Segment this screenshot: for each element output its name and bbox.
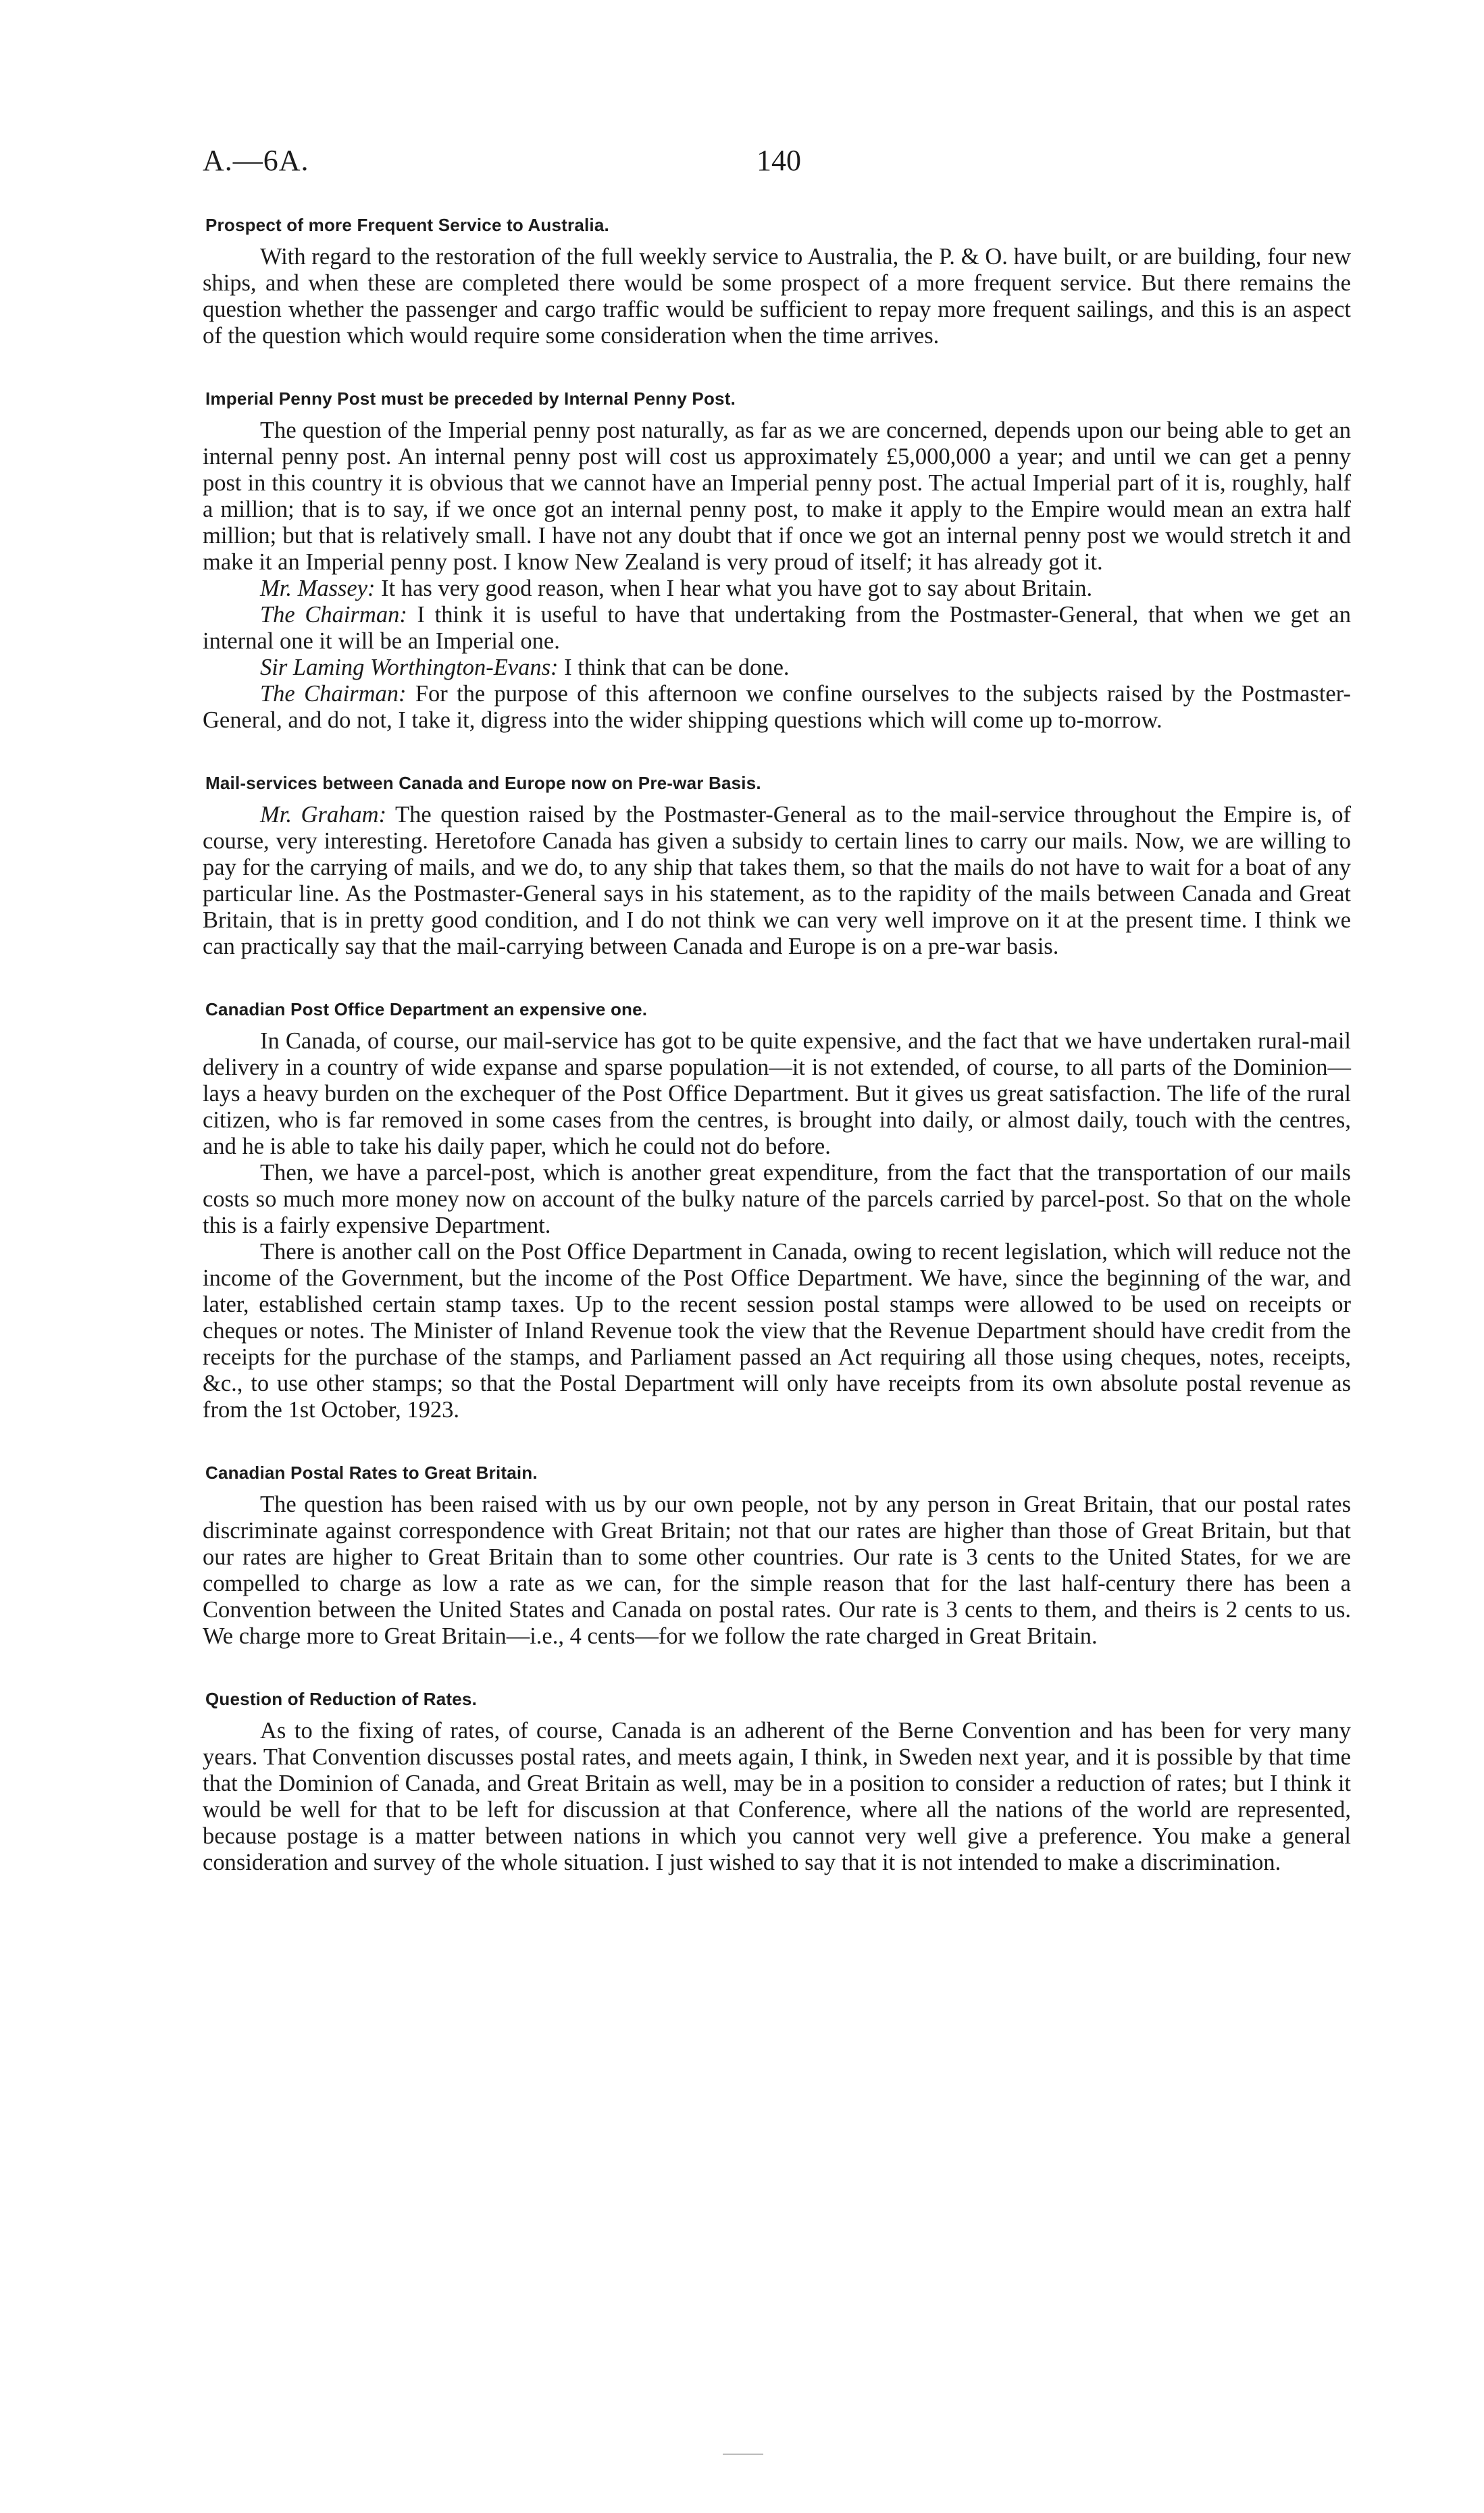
speech-paragraph xyxy=(203,655,1351,681)
section-heading: Imperial Penny Post must be preceded by Internal Penny Post. xyxy=(205,388,736,409)
paragraph-text: Then, we have a parcel-post, which is another great expenditure, from the fact that the transportation of our mails costs so much more money now on account of the bulky nature of the parcels carried by parcel-post. So that on the whole this is a fairly expensive Department. xyxy=(203,1160,1351,1238)
paragraph-text: There is another call on the Post Office Department in Canada, owing to recent legislation, which will reduce not the income of the Government, but the income of the Post Office Department. We have, since the beginning of the war, and later, established certain stamp taxes. Up to the recent session postal stamps were allowed to be used on receipts or cheques or notes. The Minister of Inland Revenue took the view that the Revenue Department should have credit from the receipts for the purchase of the stamps, and Parliament passed an Act requiring all those using cheques, notes, receipts, &c., to use other stamps; so that the Postal Department will only have receipts from its own absolute postal revenue as from the 1st October, 1923. xyxy=(203,1239,1351,1423)
speech-paragraph xyxy=(203,802,1351,960)
paragraph-text: It has very good reason, when I hear what you have got to say about Britain. xyxy=(381,576,1093,601)
section-postal-rates-britain xyxy=(203,1463,1351,1650)
paragraph xyxy=(203,244,1351,349)
paragraph xyxy=(203,1718,1351,1876)
section-heading: Question of Reduction of Rates. xyxy=(205,1689,477,1709)
paragraph-text: As to the fixing of rates, of course, Canada is an adherent of the Berne Convention and has been for very many years. That Convention discusses postal rates, and meets again, I think, in Sweden next year, and it is possible by that time that the Dominion of Canada, and Great Britain as well, may be in a position to consider a reduction of rates; but I think it would be well for that to be left for discussion at that Conference, where all the nations of the world are represented, because postage is a matter between nations in which you cannot very well give a preference. You make a general consideration and survey of the whole situation. I just wished to say that it is not intended to make a discrimination. xyxy=(203,1718,1351,1875)
paragraph xyxy=(203,1160,1351,1239)
section-canadian-post-office xyxy=(203,999,1351,1423)
paragraph xyxy=(203,1239,1351,1423)
section-canada-europe-mail xyxy=(203,773,1351,960)
paragraph-text: The question raised by the Postmaster-General as to the mail-service throughout the Empire is, of course, very interesting. Heretofore Canada has given a subsidy to certain lines to carry our mails. Now, we are willing to pay for the carrying of mails, and we do, to any ship that takes them, so that the mails do not have to wait for a boat of any particular line. As the Postmaster-General says in his statement, as to the rapidity of the mails between Canada and Great Britain, that is in pretty good condition, and I do not think we can very well improve on it at the present time. I think we can practically say that the mail-carrying between Canada and Europe is on a pre-war basis. xyxy=(203,802,1351,959)
speaker-name: Sir Laming Worthington-Evans: xyxy=(260,655,559,680)
paragraph-text: I think that can be done. xyxy=(564,655,790,680)
section-heading: Prospect of more Frequent Service to Australia. xyxy=(205,215,609,235)
speaker-name: The Chairman: xyxy=(260,681,407,707)
section-reduction-of-rates xyxy=(203,1689,1351,1876)
paragraph-text: The question has been raised with us by our own people, not by any person in Great Britain, that our postal rates discriminate against correspondence with Great Britain; not that our rates are higher than those of Great Britain, but that our rates are higher to Great Britain than to some other countries. Our rate is 3 cents to the United States, for we are compelled to charge as low a rate as we can, for the simple reason that for the last half-century there has been a Convention between the United States and Canada on postal rates. Our rate is 3 cents to them, and theirs is 2 cents to us. We charge more to Great Britain—i.e., 4 cents—for we follow the rate charged in Great Britain. xyxy=(203,1492,1351,1649)
section-heading: Canadian Postal Rates to Great Britain. xyxy=(205,1463,538,1483)
paragraph xyxy=(203,1028,1351,1160)
paragraph-text: With regard to the restoration of the full weekly service to Australia, the P. & O. have built, or are building, four new ships, and when these are completed there would be some prospect of a more frequent service. But there remains the question whether the passenger and cargo traffic would be sufficient to repay more frequent sailings, and this is an aspect of the question which would require some consideration when the time arrives. xyxy=(203,244,1351,349)
document-reference: A.—6A. xyxy=(203,144,309,177)
speaker-name: Mr. Graham: xyxy=(260,802,387,828)
page-header xyxy=(203,143,1281,191)
section-heading: Canadian Post Office Department an expensive one. xyxy=(205,999,648,1019)
section-australia-service xyxy=(203,215,1351,349)
speaker-name: The Chairman: xyxy=(260,602,407,628)
section-heading: Mail-services between Canada and Europe now on Pre-war Basis. xyxy=(205,773,761,793)
page-body xyxy=(203,215,1351,1915)
paragraph xyxy=(203,417,1351,576)
paragraph-text: The question of the Imperial penny post naturally, as far as we are concerned, depends upon our being able to get an internal penny post. An internal penny post will cost us approximately £5,000,000 a year; and until we can get a penny post in this country it is obvious that we cannot have an Imperial penny post. The actual Imperial part of it is, roughly, half a million; that is to say, if we once got an internal penny post, to make it apply to the Empire would mean an extra half million; but that is relatively small. I have not any doubt that if once we got an internal penny post we would stretch it and make it an Imperial penny post. I know New Zealand is very proud of itself; it has already got it. xyxy=(203,417,1351,575)
speech-paragraph xyxy=(203,576,1351,602)
paragraph-text: In Canada, of course, our mail-service has got to be quite expensive, and the fact that we have undertaken rural-mail delivery in a country of wide expanse and sparse population—it is not extended, of course, to all parts of the Dominion—lays a heavy burden on the exchequer of the Post Office Department. But it gives us great satisfaction. The life of the rural citizen, who is far removed in some cases from the centres, is brought into daily, or almost daily, touch with the centres, and he is able to take his daily paper, which he could not do before. xyxy=(203,1028,1351,1159)
paragraph-text: For the purpose of this afternoon we confine ourselves to the subjects raised by the Postmaster-General, and do not, I take it, digress into the wider shipping questions which will come up to-morrow. xyxy=(203,681,1351,733)
speech-paragraph xyxy=(203,602,1351,655)
paragraph xyxy=(203,1492,1351,1650)
footer-rule xyxy=(723,2454,763,2455)
page-number: 140 xyxy=(757,144,801,177)
speech-paragraph xyxy=(203,681,1351,734)
section-imperial-penny-post xyxy=(203,388,1351,734)
paragraph-text: I think it is useful to have that undertaking from the Postmaster-General, that when we get an internal one it will be an Imperial one. xyxy=(203,602,1351,654)
speaker-name: Mr. Massey: xyxy=(260,576,376,601)
